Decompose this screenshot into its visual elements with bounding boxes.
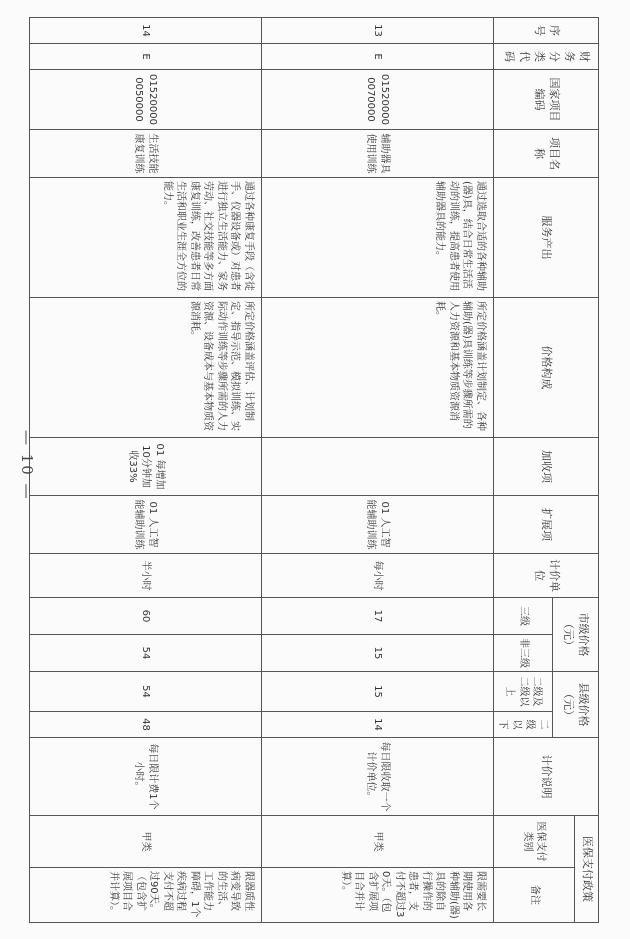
table-row xyxy=(30,18,262,923)
header-fin-code: 财务分类代码 xyxy=(494,44,599,70)
cell-county-l2down: 48 xyxy=(30,712,262,738)
cell-nat-code: 015200000070000 xyxy=(262,70,494,130)
cell-composition: 所定价格涵盖评估、计划制定、指导示范、模拟训练、实际动作训练等步骤所需的人力资源、设备成本与基本物质资源消耗。 xyxy=(30,298,262,438)
cell-nat-code: 015200000050000 xyxy=(30,70,262,130)
cell-remark: 限器质性病变导致的生活、工作能力障碍，1个疾病过程支付不超过90天。（包含扩展项目合并计算）。 xyxy=(30,868,262,923)
cell-county-l2up: 15 xyxy=(262,672,494,712)
header-seq: 序号 xyxy=(494,18,599,44)
cell-city-l3: 60 xyxy=(30,598,262,635)
cell-fin-code: E xyxy=(30,44,262,70)
header-surcharge: 加收项 xyxy=(494,438,599,496)
header-county-price: 县级价格（元） xyxy=(553,672,599,738)
cell-surcharge: 01 每增加10分钟加收33% xyxy=(30,438,262,496)
header-expansion: 扩展项 xyxy=(494,496,599,554)
header-insurance: 医保支付政策 xyxy=(575,816,599,923)
header-city-l3: 三级 xyxy=(494,598,553,635)
cell-remark: 限需要长期使用各种辅助(器)具的除自行操作的患者，支付不超过30天。（包含扩展项目合并计算）。 xyxy=(262,868,494,923)
cell-unit: 每小时 xyxy=(262,554,494,598)
cell-unit: 半小时 xyxy=(30,554,262,598)
header-remark: 备注 xyxy=(494,868,575,923)
header-note: 计价说明 xyxy=(494,738,599,816)
cell-seq: 14 xyxy=(30,18,262,44)
header-city-nonl3: 非三级 xyxy=(494,635,553,672)
header-name: 项目名称 xyxy=(494,130,599,178)
header-ins-cat: 医保支付类别 xyxy=(494,816,575,868)
cell-expansion: 01 人工智能辅助训练 xyxy=(30,496,262,554)
cell-city-nonl3: 15 xyxy=(262,635,494,672)
header-county-l2down: 二级以下 xyxy=(494,712,553,738)
cell-city-nonl3: 54 xyxy=(30,635,262,672)
header-composition: 价格构成 xyxy=(494,298,599,438)
header-nat-code: 国家项目编码 xyxy=(494,70,599,130)
cell-name: 辅助器具使用训练 xyxy=(262,130,494,178)
cell-seq: 13 xyxy=(262,18,494,44)
cell-ins-cat: 甲类 xyxy=(262,816,494,868)
cell-output: 通过各种康复手段（含徒手、仪器设备或）对患者进行独立生活能力、家务劳动、社交技能等多方面康复训练，改善患者日常生活和职业生涯全方位的能力。 xyxy=(30,178,262,298)
cell-county-l2up: 54 xyxy=(30,672,262,712)
pricing-table xyxy=(29,17,599,923)
table-row xyxy=(262,18,494,923)
rotated-content xyxy=(14,0,614,939)
cell-expansion: 01 人工智能辅助训练 xyxy=(262,496,494,554)
cell-composition: 所定价格涵盖计划制定、各种辅助(器)具训练等步骤所需的人力资源和基本物质资源消耗。 xyxy=(262,298,494,438)
header-unit: 计价单位 xyxy=(494,554,599,598)
header-city-price: 市级价格（元） xyxy=(553,598,599,672)
cell-note: 每日限计费1个小时。 xyxy=(30,738,262,816)
cell-note: 每日限收取一个计价单位。 xyxy=(262,738,494,816)
cell-fin-code: E xyxy=(262,44,494,70)
cell-ins-cat: 甲类 xyxy=(30,816,262,868)
header-county-l2up: 二级及二级以上 xyxy=(494,672,553,712)
cell-output: 通过选取合适的各种辅助(器)具，结合日常生活活动的训练，提高患者使用辅助器具的能力。 xyxy=(262,178,494,298)
cell-city-l3: 17 xyxy=(262,598,494,635)
cell-surcharge xyxy=(262,438,494,496)
header-output: 服务产出 xyxy=(494,178,599,298)
cell-county-l2down: 14 xyxy=(262,712,494,738)
page-number: — 10 — xyxy=(18,430,36,501)
cell-name: 生活技能康复训练 xyxy=(30,130,262,178)
